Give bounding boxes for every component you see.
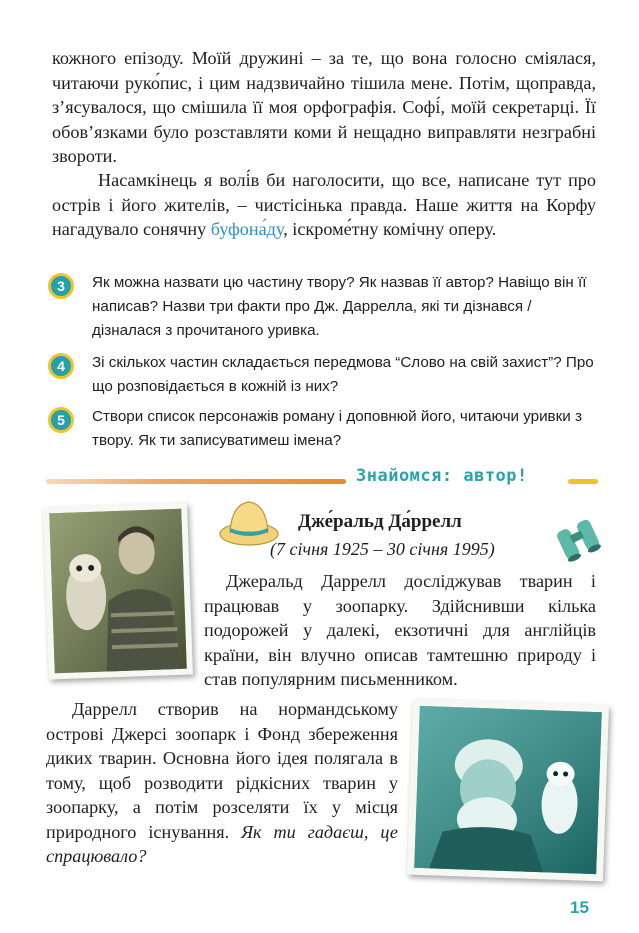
paragraph-continuation: кожного епізоду. Моїй дружині – за те, що вона голосно сміялася, читаючи руко́пис, і цим надзвичайно тішила мене. Потім, щоправда, з’ясувалося, що смішила її моя орфографія. Софі́, моїй секретарці. Її обов’язками було розставляти коми й нещадно виправляти незграбні звороти.	[52, 48, 596, 166]
paragraph-conclusion	[52, 168, 596, 242]
section-divider-left	[46, 479, 346, 484]
question-text: Як можна назвати цю частину твору? Як назвав її автор? Навіщо він її написав? Назви три факти про Дж. Даррелла, які ти дізнався / дізналася з прочитаного уривка.	[92, 274, 587, 339]
author-bio: Джеральд Даррелл досліджував тварин і працював у зоопарку. Здійснивши кілька подорожей у далекі, екзотичні для англійців країни, він влучно описав тамтешню природу і став популярним письменником.	[204, 571, 596, 689]
lower-paragraph	[46, 697, 398, 869]
owl-man-photo	[407, 699, 609, 882]
lower-paragraph-question: Як ти гадаєш, це спрацювало?	[46, 821, 398, 866]
author-name: Дже́ральд Да́ррелл	[298, 511, 462, 532]
binoculars-icon	[554, 514, 604, 564]
paragraph-text-before-term: Насамкінець я волі́в би наголосити, що все, написане тут про острів і його жителів, – чистісінька правда. Наше життя на Корфу нагадувало сонячну	[52, 170, 596, 239]
question-number-badge: 3	[48, 273, 74, 299]
lower-paragraph-text: Даррелл створив на нормандському острові Джерсі зоопарк і Фонд збереження диких тварин. Основна його ідея полягала в тому, щоб розводити рідкісних тварин у зоопарку, а потім розселяти їх у місця природного існування.	[46, 699, 398, 842]
glossary-term-bufonada[interactable]: буфона́ду	[210, 219, 284, 239]
question-text: Створи список персонажів роману і доповнюй його, читаючи уривки з твору. Як ти записуватимеш імена?	[92, 408, 582, 449]
paragraph-text-after-term: , іскроме́тну комічну оперу.	[283, 219, 497, 239]
owl-boy-photo	[43, 503, 193, 680]
question-text: Зі скількох частин складається передмова “Слово на свій захист”? Про що розповідається в кожній із них?	[92, 354, 594, 395]
author-dates: (7 січня 1925 – 30 січня 1995)	[270, 539, 495, 559]
section-title: Знайомся: автор!	[356, 466, 528, 486]
question-number-badge: 5	[48, 407, 74, 433]
question-number-badge: 4	[48, 353, 74, 379]
section-divider-right	[568, 479, 598, 484]
page-number: 15	[570, 898, 589, 917]
